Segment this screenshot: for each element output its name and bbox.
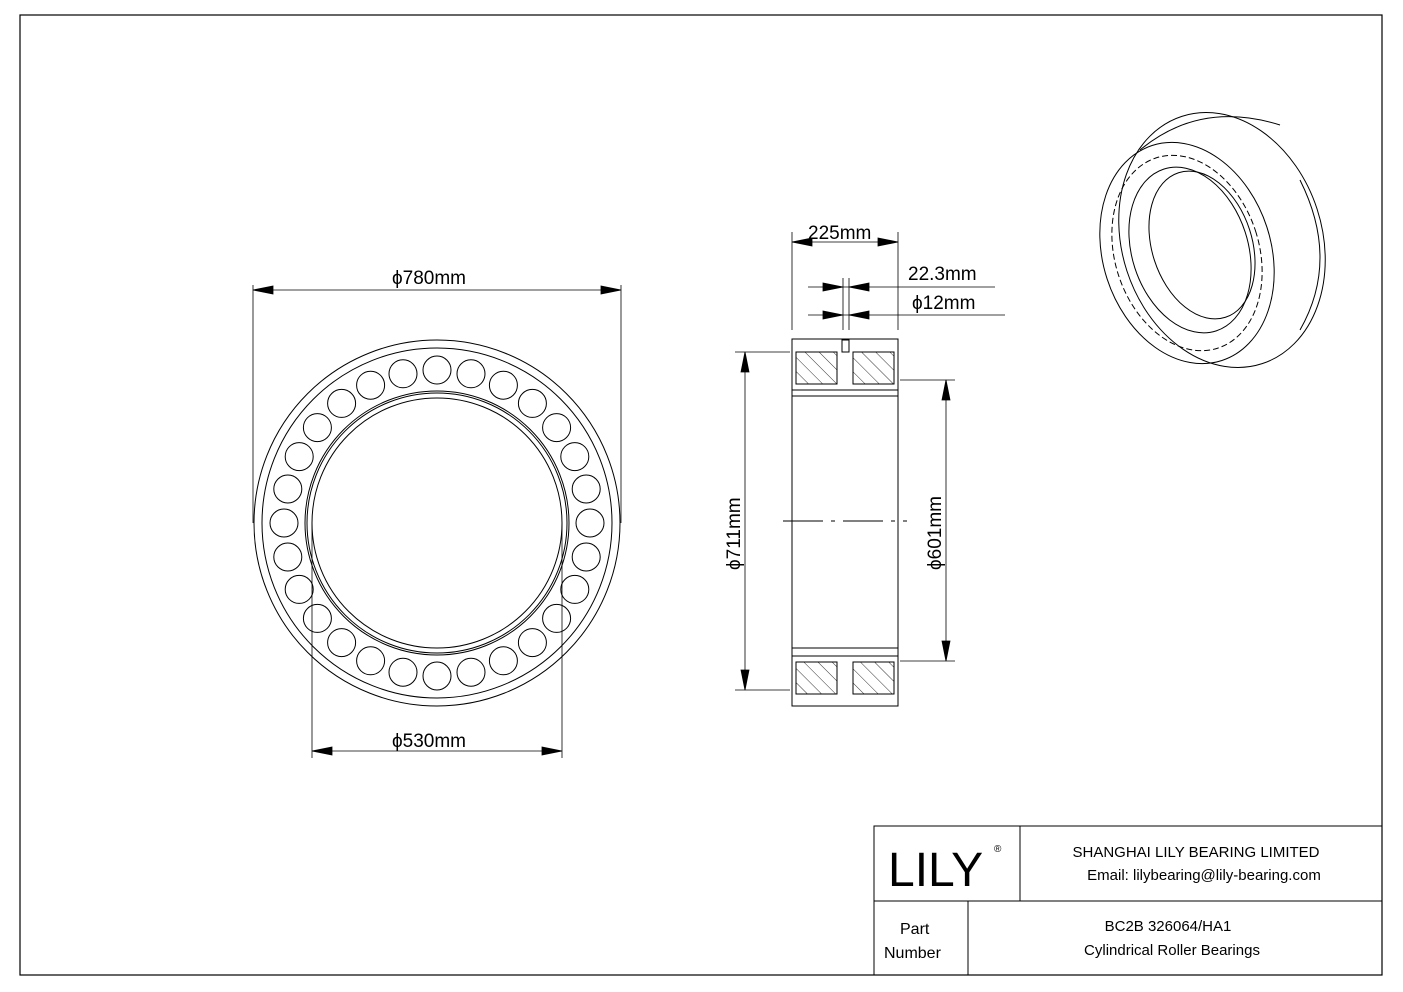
hole-diameter-label: ϕ12mm	[912, 293, 976, 314]
roller	[561, 443, 589, 471]
roller	[489, 647, 517, 675]
part-number: BC2B 326064/HA1	[1104, 918, 1232, 935]
roller	[423, 356, 451, 384]
roller	[357, 371, 385, 399]
roller	[389, 360, 417, 388]
iso-bore	[1109, 151, 1272, 349]
roller	[285, 443, 313, 471]
roller	[518, 389, 546, 417]
sheet-border	[20, 15, 1382, 975]
part-label-line2: Number	[884, 945, 941, 962]
outer-ring-inner-edge	[262, 348, 612, 698]
bottom-roller-section-left	[796, 662, 837, 694]
roller	[285, 575, 313, 603]
roller	[328, 389, 356, 417]
part-type: Cylindrical Roller Bearings	[1084, 942, 1260, 959]
roller	[457, 658, 485, 686]
inner-ring-shoulder	[307, 393, 567, 653]
bore-diameter-label: ϕ530mm	[392, 731, 467, 752]
bottom-roller-section-right	[853, 662, 894, 694]
side-view	[783, 339, 907, 706]
roller	[270, 509, 298, 537]
isometric-view	[1072, 85, 1357, 394]
company-name: SHANGHAI LILY BEARING LIMITED	[1072, 844, 1320, 861]
top-roller-section-right	[853, 352, 894, 384]
bore-edge	[312, 398, 562, 648]
outer-ring-edge	[254, 340, 620, 706]
roller	[423, 662, 451, 690]
company-email: Email: lilybearing@lily-bearing.com	[1087, 867, 1321, 884]
logo-registered-mark: ®	[994, 844, 1002, 855]
outer-race-diameter-label: ϕ711mm	[724, 497, 745, 570]
roller	[543, 414, 571, 442]
roller-set	[270, 356, 604, 690]
roller	[561, 575, 589, 603]
roller	[543, 604, 571, 632]
roller	[357, 647, 385, 675]
outer-diameter-label: ϕ780mm	[392, 268, 467, 289]
roller	[572, 475, 600, 503]
roller	[518, 629, 546, 657]
bearing-outline	[792, 339, 898, 706]
roller	[389, 658, 417, 686]
roller	[489, 371, 517, 399]
roller	[303, 414, 331, 442]
front-view	[254, 340, 620, 706]
roller	[457, 360, 485, 388]
part-label-line1: Part	[900, 921, 930, 938]
groove-width-label: 22.3mm	[908, 264, 977, 285]
inner-race-diameter-label: ϕ601mm	[925, 495, 946, 570]
roller	[328, 629, 356, 657]
width-label: 225mm	[808, 223, 872, 244]
logo: LILY	[888, 844, 984, 897]
roller	[274, 543, 302, 571]
iso-front-outer	[1072, 120, 1302, 387]
top-roller-section-left	[796, 352, 837, 384]
roller	[572, 543, 600, 571]
roller	[274, 475, 302, 503]
roller	[303, 604, 331, 632]
inner-ring-outer-edge	[305, 391, 569, 655]
roller	[576, 509, 604, 537]
